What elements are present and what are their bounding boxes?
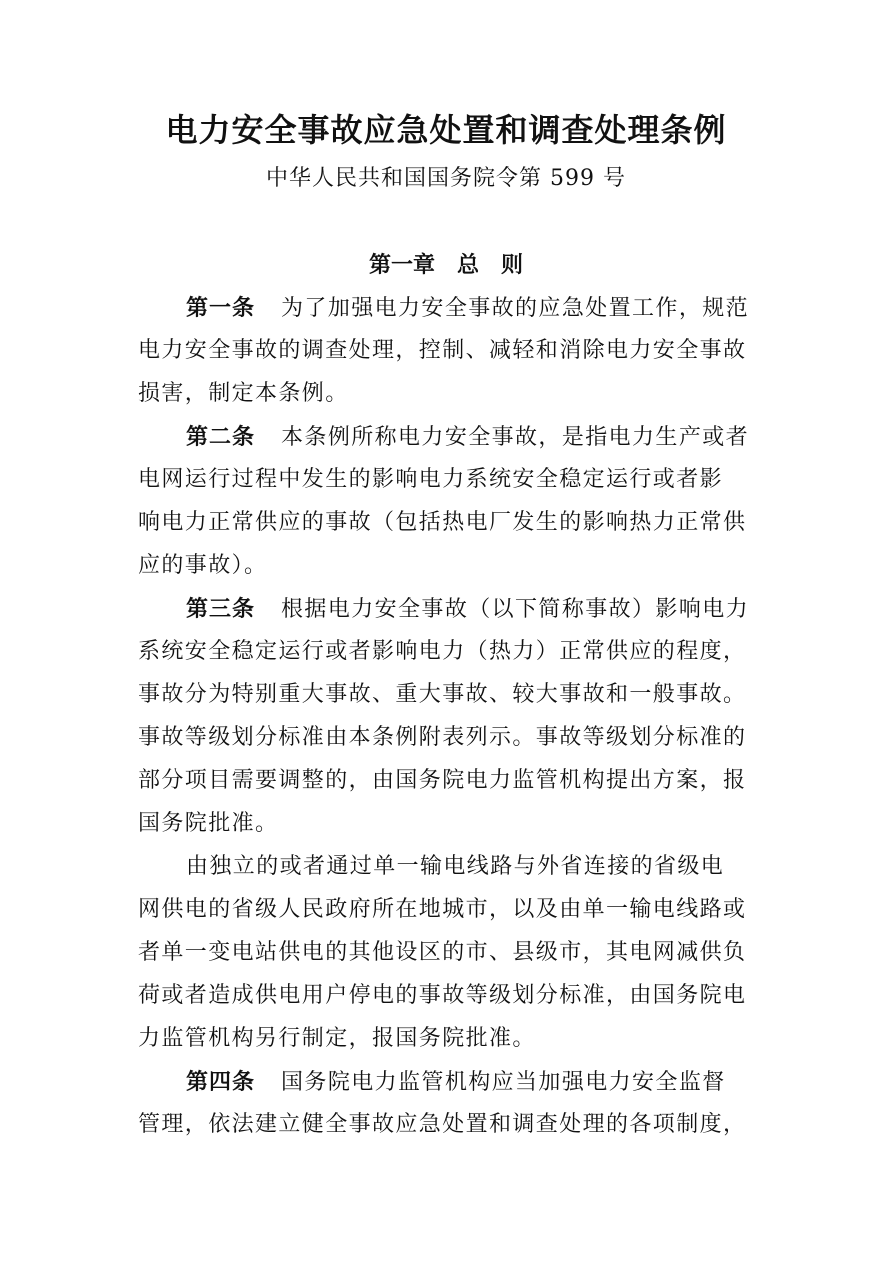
paragraph-line: 力监管机构另行制定，报国务院批准。: [138, 1026, 536, 1051]
article-label: 第四条: [186, 1069, 256, 1095]
paragraph-text: 根据电力安全事故（以下简称事故）影响电力: [281, 597, 750, 622]
document-title: 电力安全事故应急处置和调查处理条例: [165, 111, 727, 149]
paragraph-line: 荷或者造成供电用户停电的事故等级划分标准，由国务院电: [138, 983, 747, 1008]
article-4-first-line: [186, 1065, 726, 1100]
article-3-first-line: [186, 592, 749, 627]
decree-number: 中华人民共和国国务院令第 599 号: [266, 166, 626, 191]
paragraph-line: 由独立的或者通过单一输电线路与外省连接的省级电: [186, 854, 725, 879]
chapter-heading: 第一章 总 则: [368, 252, 523, 278]
article-label: 第一条: [186, 295, 256, 321]
paragraph-text: 为了加强电力安全事故的应急处置工作，规范: [281, 296, 750, 321]
paragraph-line: 事故等级划分标准由本条例附表列示。事故等级划分标准的: [138, 725, 747, 750]
paragraph-line: 者单一变电站供电的其他设区的市、县级市，其电网减供负: [138, 940, 747, 965]
paragraph-line: 网供电的省级人民政府所在地城市，以及由单一输电线路或: [138, 897, 747, 922]
article-label: 第三条: [186, 596, 256, 622]
paragraph-line: 损害，制定本条例。: [138, 381, 349, 406]
paragraph-line: 部分项目需要调整的，由国务院电力监管机构提出方案，报: [138, 768, 747, 793]
paragraph-text: 国务院电力监管机构应当加强电力安全监督: [281, 1070, 726, 1095]
paragraph-line: 响电力正常供应的事故（包括热电厂发生的影响热力正常供: [138, 510, 747, 535]
paragraph-line: 管理，依法建立健全事故应急处置和调查处理的各项制度，: [138, 1112, 747, 1137]
paragraph-line: 事故分为特别重大事故、重大事故、较大事故和一般事故。: [138, 682, 747, 707]
paragraph-line: 应的事故）。: [138, 553, 268, 578]
paragraph-line: 电网运行过程中发生的影响电力系统安全稳定运行或者影: [138, 467, 724, 492]
paragraph-text: 本条例所称电力安全事故，是指电力生产或者: [281, 425, 750, 450]
paragraph-line: 电力安全事故的调查处理，控制、减轻和消除电力安全事故: [138, 338, 747, 363]
paragraph-line: 系统安全稳定运行或者影响电力（热力）正常供应的程度，: [138, 639, 747, 664]
article-2-first-line: [186, 420, 749, 455]
article-1-first-line: [186, 291, 749, 326]
article-label: 第二条: [186, 424, 256, 450]
paragraph-line: 国务院批准。: [138, 811, 279, 836]
